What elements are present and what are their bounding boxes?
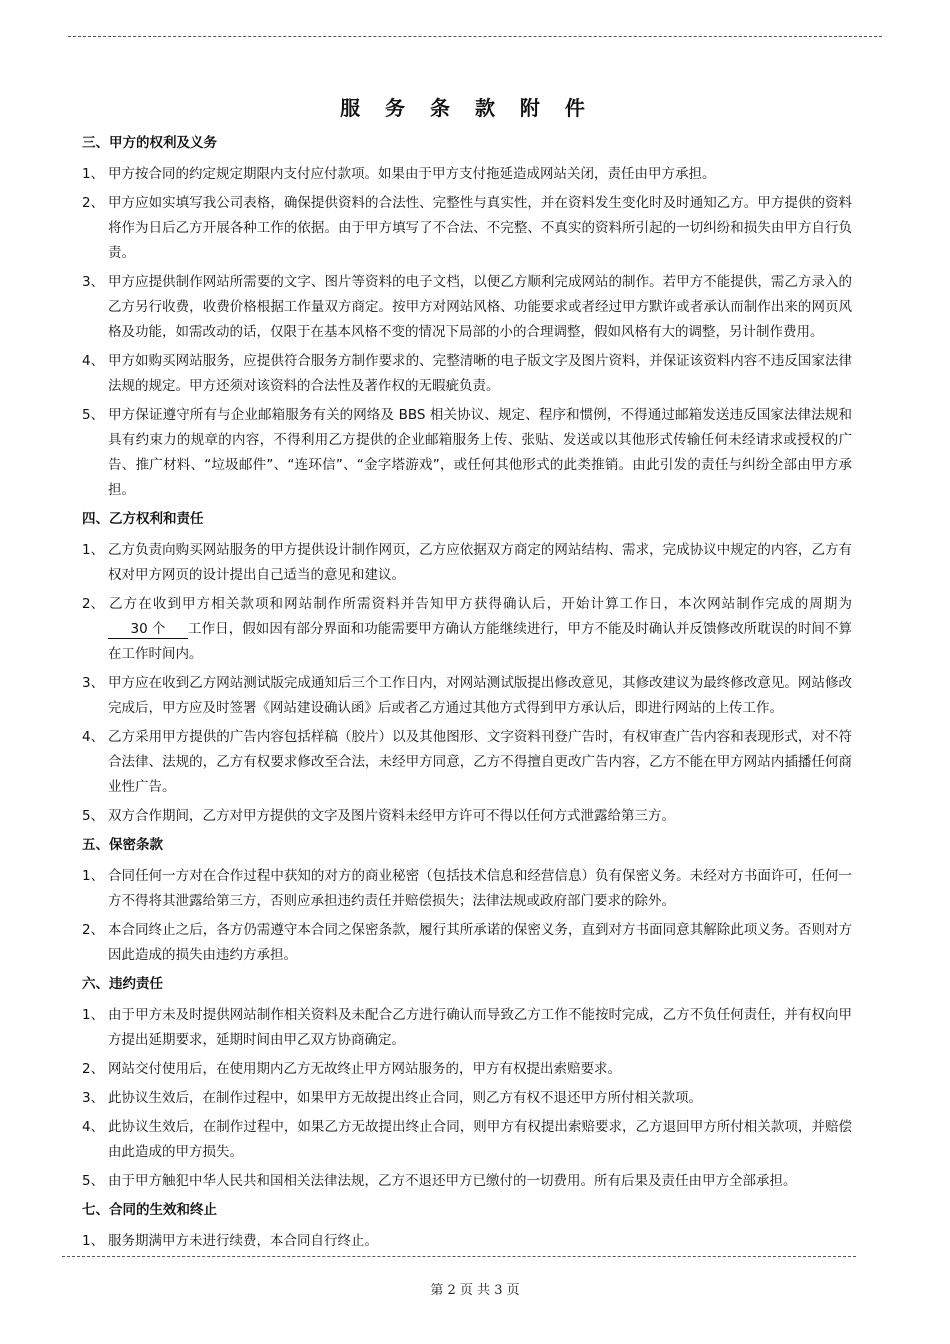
clause bbox=[82, 864, 852, 914]
clause bbox=[82, 1229, 852, 1254]
clause bbox=[82, 162, 852, 187]
clause-text: 乙方负责向购买网站服务的甲方提供设计制作网页，乙方应依据双方商定的网站结构、需求，完成协议中规定的内容，乙方有权对甲方网页的设计提出自己适当的意见和建议。 bbox=[108, 542, 852, 583]
clause bbox=[82, 1169, 852, 1194]
clause-text: 合同任何一方对在合作过程中获知的对方的商业秘密（包括技术信息和经营信息）负有保密义务。未经对方书面许可，任何一方不得将其泄露给第三方，否则应承担违约责任并赔偿损失；法律法规或政府部门要求的除外。 bbox=[108, 868, 852, 909]
footer-divider bbox=[62, 1256, 856, 1257]
clause-number: 1、 bbox=[82, 166, 105, 182]
clause-number: 2、 bbox=[82, 922, 105, 938]
clause-text: 甲方应在收到乙方网站测试版完成通知后三个工作日内，对网站测试版提出修改意见，其修改建议为最终修改意见。网站修改完成后，甲方应及时签署《网站建设确认函》后或者乙方通过其他方式得到甲方承认后，即进行网站的上传工作。 bbox=[108, 675, 852, 716]
clause-number: 2、 bbox=[82, 195, 105, 211]
clause-text: 乙方在收到甲方相关款项和网站制作所需资料并告知甲方获得确认后，开始计算工作日，本次网站制作完成的周期为 bbox=[108, 596, 852, 612]
clause bbox=[82, 592, 852, 667]
clause-text: 网站交付使用后，在使用期内乙方无故终止甲方网站服务的，甲方有权提出索赔要求。 bbox=[108, 1061, 621, 1077]
clause-text: 甲方保证遵守所有与企业邮箱服务有关的网络及 BBS 相关协议、规定、程序和惯例，不得通过邮箱发送违反国家法律法规和具有约束力的规章的内容，不得利用乙方提供的企业邮箱服务上传、张贴、发送或以其他形式传输任何未经请求或授权的广告、推广材料、“垃圾邮件”、“连环信”、“金字塔游戏”，或任何其他形式的此类推销。由此引发的责任与纠纷全部由甲方承担。 bbox=[108, 407, 852, 498]
clause-text: 甲方应如实填写我公司表格，确保提供资料的合法性、完整性与真实性，并在资料发生变化时及时通知乙方。甲方提供的资料将作为日后乙方开展各种工作的依据。由于甲方填写了不合法、不完整、不真实的资料所引起的一切纠纷和损失由甲方自行负责。 bbox=[108, 195, 852, 261]
section-heading: 三、甲方的权利及义务 bbox=[82, 135, 217, 151]
section-heading: 五、保密条款 bbox=[82, 837, 163, 853]
clause-number: 1、 bbox=[82, 542, 105, 558]
clause-text: 本合同终止之后，各方仍需遵守本合同之保密条款，履行其所承诺的保密义务，直到对方书面同意其解除此项义务。否则对方因此造成的损失由违约方承担。 bbox=[108, 922, 852, 963]
clause bbox=[82, 1115, 852, 1165]
section-heading: 四、乙方权利和责任 bbox=[82, 511, 204, 527]
clause bbox=[82, 1057, 852, 1082]
clause-text: 此协议生效后，在制作过程中，如果乙方无故提出终止合同，则甲方有权提出索赔要求，乙方退回甲方所付相关款项，并赔偿由此造成的甲方损失。 bbox=[108, 1119, 852, 1160]
clause-text: 双方合作期间，乙方对甲方提供的文字及图片资料未经甲方许可不得以任何方式泄露给第三方。 bbox=[108, 808, 675, 824]
clause-text: 由于甲方未及时提供网站制作相关资料及未配合乙方进行确认而导致乙方工作不能按时完成，乙方不负任何责任，并有权向甲方提出延期要求，延期时间由甲乙双方协商确定。 bbox=[108, 1007, 852, 1048]
clause-number: 2、 bbox=[82, 596, 105, 612]
clause bbox=[82, 918, 852, 968]
clause bbox=[82, 270, 852, 345]
clause-number: 3、 bbox=[82, 274, 105, 290]
clause-text: 服务期满甲方未进行续费，本合同自行终止。 bbox=[108, 1233, 378, 1249]
document-body bbox=[82, 92, 852, 1258]
clause bbox=[82, 725, 852, 800]
page-number: 第 2 页 共 3 页 bbox=[430, 1283, 520, 1298]
clause-text: 由于甲方触犯中华人民共和国相关法律法规，乙方不退还甲方已缴付的一切费用。所有后果及责任由甲方全部承担。 bbox=[108, 1173, 797, 1189]
clause-number: 4、 bbox=[82, 353, 105, 369]
clause-number: 4、 bbox=[82, 729, 105, 745]
clause-number: 1、 bbox=[82, 868, 105, 884]
clause bbox=[82, 349, 852, 399]
clause-number: 1、 bbox=[82, 1007, 105, 1023]
clause-number: 5、 bbox=[82, 407, 105, 423]
clause-number: 1、 bbox=[82, 1233, 105, 1249]
fill-in-blank: 30 个 bbox=[108, 620, 188, 639]
clause-text: 乙方采用甲方提供的广告内容包括样稿（胶片）以及其他图形、文字资料刊登广告时，有权审查广告内容和表现形式，对不符合法律、法规的，乙方有权要求修改至合法，未经甲方同意，乙方不得擅自更改广告内容，乙方不能在甲方网站内插播任何商业性广告。 bbox=[108, 729, 852, 795]
clause-text-continued: 工作日，假如因有部分界面和功能需要甲方确认方能继续进行，甲方不能及时确认并反馈修改所耽误的时间不算在工作时间内。 bbox=[108, 621, 852, 662]
header-divider bbox=[68, 36, 882, 37]
clause bbox=[82, 191, 852, 266]
page-title: 服 务 条 款 附 件 bbox=[340, 96, 594, 120]
clause-number: 3、 bbox=[82, 675, 105, 691]
clause bbox=[82, 1003, 852, 1053]
clause-number: 4、 bbox=[82, 1119, 105, 1135]
clause-number: 2、 bbox=[82, 1061, 105, 1077]
section-heading: 六、违约责任 bbox=[82, 976, 163, 992]
clause-text: 此协议生效后，在制作过程中，如果甲方无故提出终止合同，则乙方有权不退还甲方所付相关款项。 bbox=[108, 1090, 702, 1106]
clause bbox=[82, 1086, 852, 1111]
clause-text: 甲方应提供制作网站所需要的文字、图片等资料的电子文档，以便乙方顺利完成网站的制作。若甲方不能提供，需乙方录入的乙方另行收费，收费价格根据工作量双方商定。按甲方对网站风格、功能要求或者经过甲方默许或者承认而制作出来的网页风格及功能，如需改动的话，仅限于在基本风格不变的情况下局部的小的合理调整，假如风格有大的调整，另计制作费用。 bbox=[108, 274, 852, 340]
clause-number: 5、 bbox=[82, 1173, 105, 1189]
clause bbox=[82, 671, 852, 721]
clause bbox=[82, 538, 852, 588]
clause bbox=[82, 403, 852, 503]
clause-number: 3、 bbox=[82, 1090, 105, 1106]
section-heading: 七、合同的生效和终止 bbox=[82, 1202, 217, 1218]
clause-text: 甲方如购买网站服务，应提供符合服务方制作要求的、完整清晰的电子版文字及图片资料，并保证该资料内容不违反国家法律法规的规定。甲方还须对该资料的合法性及著作权的无暇疵负责。 bbox=[108, 353, 852, 394]
clause-text: 甲方按合同的约定规定期限内支付应付款项。如果由于甲方支付拖延造成网站关闭，责任由甲方承担。 bbox=[108, 166, 716, 182]
clause-number: 5、 bbox=[82, 808, 105, 824]
clause bbox=[82, 804, 852, 829]
